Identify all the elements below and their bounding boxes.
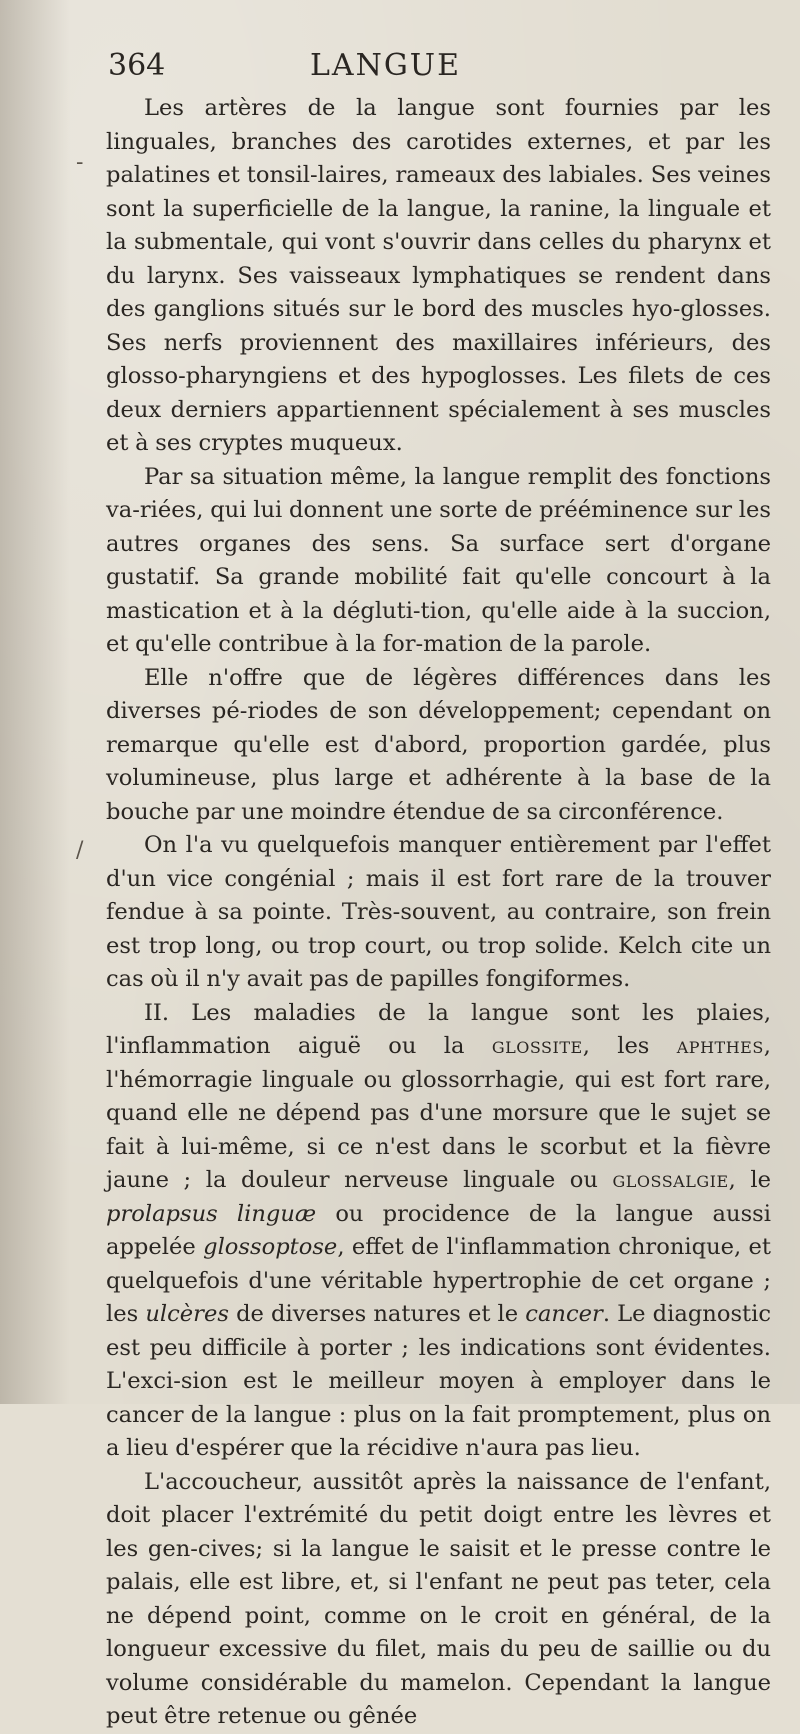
margin-slash: / [76, 838, 84, 863]
paragraph-congenital: On l'a vu quelquefois manquer entièrement par l'effet d'un vice congénial ; mais il est fort rare de la trouver fendue à sa pointe. Très-souvent, au contraire, son frein est trop long, ou trop court, ou trop solide. Kelch cite un cas où il n'y avait pas de papilles fongiformes. [106, 832, 771, 992]
text-segment: , effet de l'inflammation chronique, et quelquefois d'une véritable hypertrophie de cet organe ; les [106, 1234, 771, 1327]
text-segment: , l'hémorragie linguale ou glossorrhagie, qui est fort rare, quand elle ne dépend pas d'une morsure que le sujet se fait à lui-même, si ce n'est dans le scorbut et la fièvre jaune ; la douleur nerveuse linguale ou [106, 1033, 771, 1193]
text-segment: II. Les maladies de la langue sont les plaies, l'inflammation aiguë ou la [106, 999, 771, 1059]
term-cancer: cancer [525, 1301, 603, 1327]
margin-dash: - [76, 150, 84, 175]
paragraph-vessels: Les artères de la langue sont fournies par les linguales, branches des carotides externes, et par les palatines et tonsil-laires, rameaux des labiales. Ses veines sont la superficielle de la langue, la ranine, la linguale et la submentale, qui vont s'ouvrir dans celles du pharynx et du larynx. Ses vaisseaux lymphatiques se rendent dans des ganglions situés sur le bord des muscles hyo-glosses. Ses nerfs proviennent des maxillaires inférieurs, des glosso-pharyngiens et des hypoglosses. Les filets de ces deux derniers appartiennent spécialement à ses muscles et à ses cryptes muqueux. [106, 95, 771, 456]
text-segment: , les [582, 1033, 677, 1059]
term-glossoptose: glossoptose [203, 1234, 338, 1260]
term-prolapsus: prolapsus linguæ [106, 1200, 317, 1227]
text-segment: de diverses natures et le [228, 1301, 526, 1327]
paragraph-accoucheur: L'accoucheur, aussitôt après la naissance de l'enfant, doit placer l'extrémité du petit doigt entre les lèvres et les gen-cives; si la langue le saisit et le presse contre le palais, elle est libre, et, si l'enfant ne peut pas teter, cela ne dépend point, comme on le croit en général, de la longueur excessive du filet, mais du peu de saillie ou du volume considérable du mamelon. Cependant la langue peut être retenue ou gênée [106, 1468, 771, 1729]
term-glossalgie: glossalgie [612, 1167, 729, 1193]
paragraph-diseases [106, 997, 771, 1466]
page-number: 364 [108, 48, 166, 83]
term-aphthes: aphthes [676, 1033, 764, 1059]
body-text [106, 92, 771, 1734]
term-glossite: glossite [491, 1033, 583, 1059]
text-segment: , le [728, 1167, 771, 1193]
paragraph-functions: Par sa situation même, la langue remplit des fonctions va-riées, qui lui donnent une sorte de prééminence sur les autres organes des sens. Sa surface sert d'organe gustatif. Sa grande mobilité fait qu'elle concourt à la mastication et à la dégluti-tion, qu'elle aide à la succion, et qu'elle contribue à la for-mation de la parole. [106, 463, 771, 657]
running-head: LANGUE [310, 48, 461, 83]
text-segment: ou procidence de la langue aussi appelée [106, 1200, 771, 1260]
page-header [108, 48, 758, 88]
term-ulceres: ulcères [145, 1301, 229, 1327]
text-segment: . Le diagnostic est peu difficile à porter ; les indications sont évidentes. L'exci-sion est le meilleur moyen à employer dans le cancer de la langue : plus on la fait promptement, plus on a lieu d'espérer que la récidive n'aura pas lieu. [106, 1301, 771, 1461]
paragraph-development: Elle n'offre que de légères différences dans les diverses pé-riodes de son développement; cependant on remarque qu'elle est d'abord, proportion gardée, plus volumineuse, plus large et adhérente à la base de la bouche par une moindre étendue de sa circonférence. [106, 664, 771, 825]
